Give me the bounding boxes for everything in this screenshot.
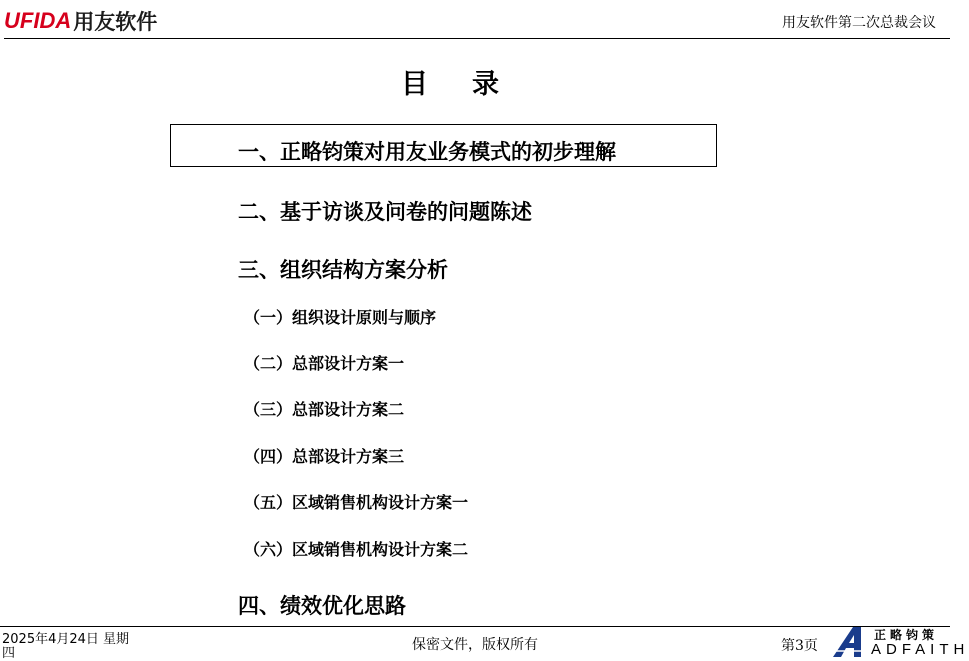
toc-subsection-6[interactable]: （六）区域销售机构设计方案二 <box>244 540 469 559</box>
toc-subsection-3[interactable]: （三）总部设计方案二 <box>244 400 405 419</box>
adfaith-a-mark-icon <box>831 626 871 658</box>
page-title: 目录 <box>401 69 543 100</box>
adfaith-chinese-name: 正略钧策 <box>874 628 939 642</box>
adfaith-english-name: ADFAITH <box>871 641 969 658</box>
footer-date: 2025年4月24日 星期四 <box>2 632 130 661</box>
toc-section-2[interactable]: 二、基于访谈及问卷的问题陈述 <box>238 199 532 224</box>
toc-section-1[interactable]: 一、正略钧策对用友业务模式的初步理解 <box>238 139 616 164</box>
logo-latin-text: UFIDA <box>4 8 72 33</box>
toc-subsection-4[interactable]: （四）总部设计方案三 <box>244 447 405 466</box>
adfaith-logo <box>831 624 969 658</box>
header-divider <box>4 38 950 39</box>
toc-subsection-5[interactable]: （五）区域销售机构设计方案一 <box>244 493 469 512</box>
ufida-logo <box>4 8 157 34</box>
footer-confidential-notice: 保密文件，版权所有 <box>412 637 538 653</box>
logo-chinese-text: 用友软件 <box>73 10 158 34</box>
page-number: 第3页 <box>781 638 818 654</box>
toc-section-3[interactable]: 三、组织结构方案分析 <box>238 257 448 282</box>
toc-section-4[interactable]: 四、绩效优化思路 <box>238 593 406 618</box>
footer-divider <box>0 626 950 627</box>
header-title: 用友软件第二次总裁会议 <box>782 15 936 31</box>
toc-subsection-1[interactable]: （一）组织设计原则与顺序 <box>244 308 437 327</box>
toc-subsection-2[interactable]: （二）总部设计方案一 <box>244 354 405 373</box>
